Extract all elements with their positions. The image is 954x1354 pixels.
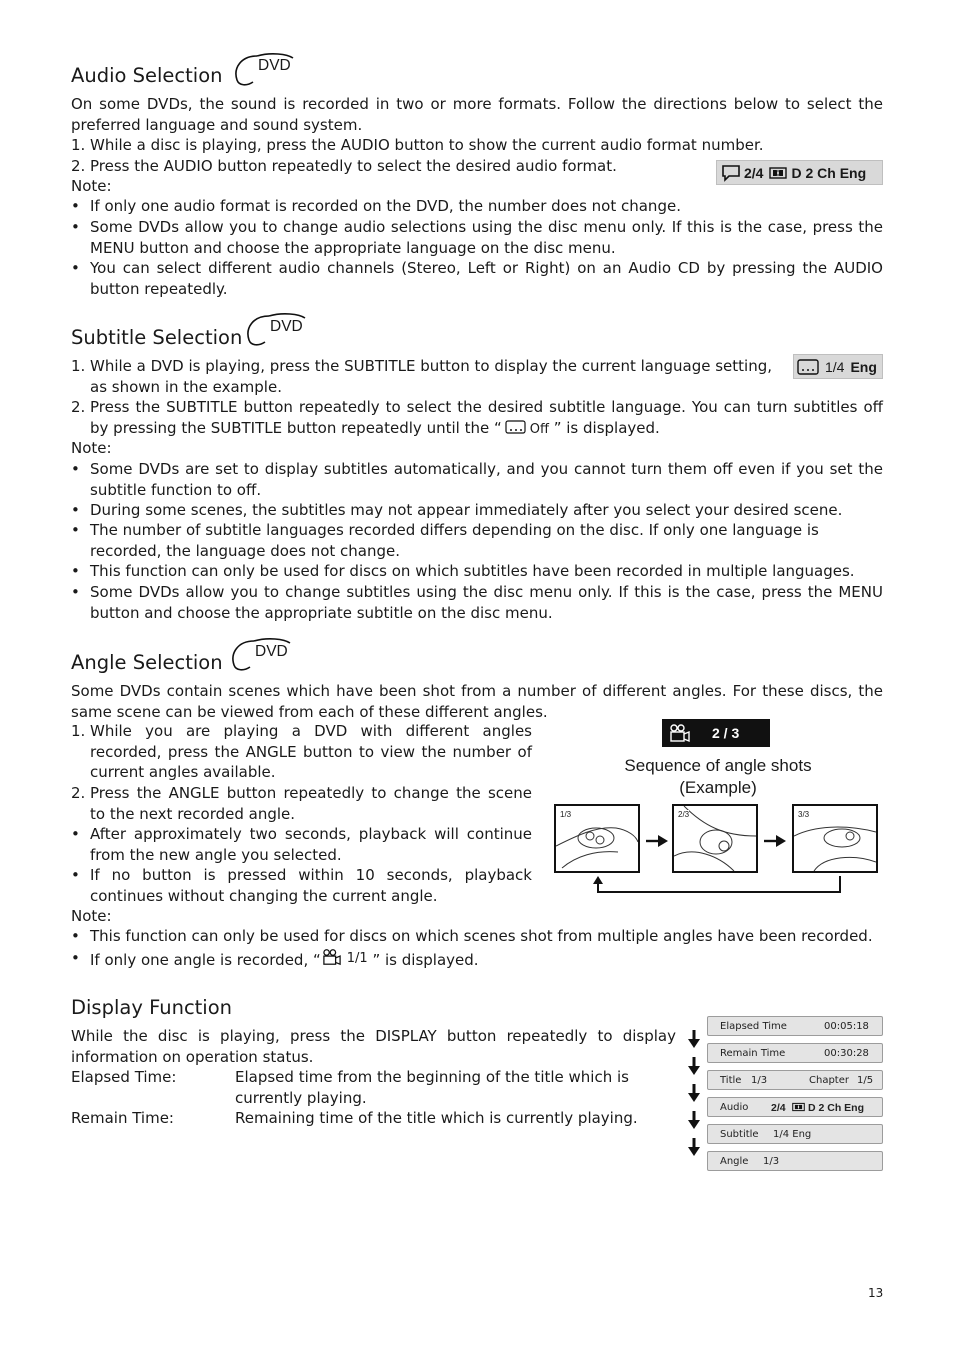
dvd-logo-icon: DVD	[228, 635, 298, 675]
dvd-logo-icon: DVD	[243, 310, 313, 350]
loop-back-arrow-icon	[590, 876, 846, 900]
display-panel-title: Title 1/3 Chapter 1/5	[707, 1070, 883, 1090]
audio-step-2: 2. Press the AUDIO button repeatedly to select the desired audio format.	[71, 157, 617, 175]
angle-frame-2: 2/3	[672, 804, 758, 873]
angle-note-1: • This function can only be used for discs on which scenes shot from multiple angles have been recorded.	[71, 927, 873, 945]
angle-osd-example: 2 / 3	[662, 719, 770, 747]
subtitle-step-1: 1. While a DVD is playing, press the SUBTITLE button to display the current language setting, as shown in the example.	[71, 357, 772, 396]
angle-bullet-2: • If no button is pressed within 10 seconds, playback continues without changing the current angle.	[71, 866, 532, 905]
subtitle-note-1: • Some DVDs are set to display subtitles automatically, and you cannot turn them off even if you set the subtitle function to off.	[71, 460, 883, 499]
page-number: 13	[868, 1286, 884, 1300]
angle-bullet-1: • After approximately two seconds, playback will continue from the new angle you selected.	[71, 825, 532, 864]
display-panel-audio: Audio 2/4 D 2 Ch Eng	[707, 1097, 883, 1117]
audio-note-1: • If only one audio format is recorded on the DVD, the number does not change.	[71, 197, 681, 215]
angle-caption-1: Sequence of angle shots	[624, 756, 812, 775]
angle-note-2: • If only one angle is recorded, “ 1/1 ” is displayed.	[71, 949, 479, 969]
angle-section-title: Angle Selection	[71, 651, 223, 674]
camera-angle-icon	[321, 948, 343, 966]
arrow-down-icon	[688, 1084, 700, 1102]
camera-angle-icon	[668, 723, 692, 743]
def-desc-elapsed: Elapsed time from the beginning of the title which is currently playing.	[235, 1068, 629, 1107]
display-section-title: Display Function	[71, 996, 233, 1019]
angle-note-label: Note:	[71, 907, 112, 925]
subtitle-note-label: Note:	[71, 439, 112, 457]
subtitle-note-5: • Some DVDs allow you to change subtitles using the disc menu only. If this is the case, press the MENU button and choose the appropriate subtitle on the disc menu.	[71, 583, 883, 622]
subtitle-step-2: 2. Press the SUBTITLE button repeatedly to select the desired subtitle language. You can turn subtitles off by pressing the SUBTITLE button repeatedly until the “ Off ” is displayed.	[71, 398, 883, 437]
dvd-logo-icon: DVD	[231, 50, 301, 90]
audio-intro: On some DVDs, the sound is recorded in two or more formats. Follow the directions below to select the preferred language and sound system.	[71, 95, 883, 134]
audio-step-1: 1. While a disc is playing, press the AUDIO button to show the current audio format number.	[71, 136, 764, 154]
audio-osd-example: 2/4 D 2 Ch Eng	[716, 160, 883, 185]
display-panel-subtitle: Subtitle 1/4 Eng	[707, 1124, 883, 1144]
angle-frame-3: 3/3	[792, 804, 878, 873]
subtitle-osd-example: 1/4 Eng	[793, 354, 883, 379]
arrow-right-icon	[646, 832, 668, 851]
arrow-right-icon	[764, 832, 786, 851]
speech-bubble-icon	[721, 164, 741, 182]
def-desc-remain: Remaining time of the title which is currently playing.	[235, 1109, 638, 1127]
dolby-icon	[769, 167, 787, 179]
arrow-down-icon	[688, 1138, 700, 1156]
display-panel-remain: Remain Time 00:30:28	[707, 1043, 883, 1063]
angle-caption-2: (Example)	[679, 778, 757, 797]
display-panel-elapsed: Elapsed Time 00:05:18	[707, 1016, 883, 1036]
angle-frame-1: 1/3	[554, 804, 640, 873]
arrow-down-icon	[688, 1111, 700, 1129]
dolby-icon	[792, 1102, 805, 1112]
audio-note-2: • Some DVDs allow you to change audio selections using the disc menu only. If this is the case, press the MENU button and choose the appropriate language on the disc menu.	[71, 218, 883, 257]
audio-section-title: Audio Selection	[71, 64, 223, 87]
angle-step-1: 1. While you are playing a DVD with different angles recorded, press the ANGLE button to view the number of current angles available.	[71, 722, 532, 781]
audio-note-3: • You can select different audio channels (Stereo, Left or Right) on an Audio CD by pressing the AUDIO button repeatedly.	[71, 259, 883, 298]
display-intro: While the disc is playing, press the DISPLAY button repeatedly to display information on operation status.	[71, 1027, 676, 1066]
arrow-down-icon	[688, 1057, 700, 1075]
subtitle-note-2: • During some scenes, the subtitles may not appear immediately after you select your desired scene.	[71, 501, 843, 519]
subtitle-icon	[797, 359, 819, 375]
audio-note-label: Note:	[71, 177, 112, 195]
angle-intro: Some DVDs contain scenes which have been shot from a number of different angles. For these discs, the same scene can be viewed from each of these different angles.	[71, 682, 883, 721]
subtitle-icon	[505, 420, 527, 435]
def-term-elapsed: Elapsed Time:	[71, 1068, 177, 1086]
subtitle-note-4: • This function can only be used for discs on which subtitles have been recorded in multiple languages.	[71, 562, 855, 580]
def-term-remain: Remain Time:	[71, 1109, 174, 1127]
subtitle-section-title: Subtitle Selection	[71, 326, 243, 349]
display-panel-angle: Angle 1/3	[707, 1151, 883, 1171]
arrow-down-icon	[688, 1030, 700, 1048]
subtitle-note-3: • The number of subtitle languages recorded differs depending on the disc. If only one language is recorded, the language does not change.	[71, 521, 819, 560]
angle-step-2: 2. Press the ANGLE button repeatedly to change the scene to the next recorded angle.	[71, 784, 532, 823]
